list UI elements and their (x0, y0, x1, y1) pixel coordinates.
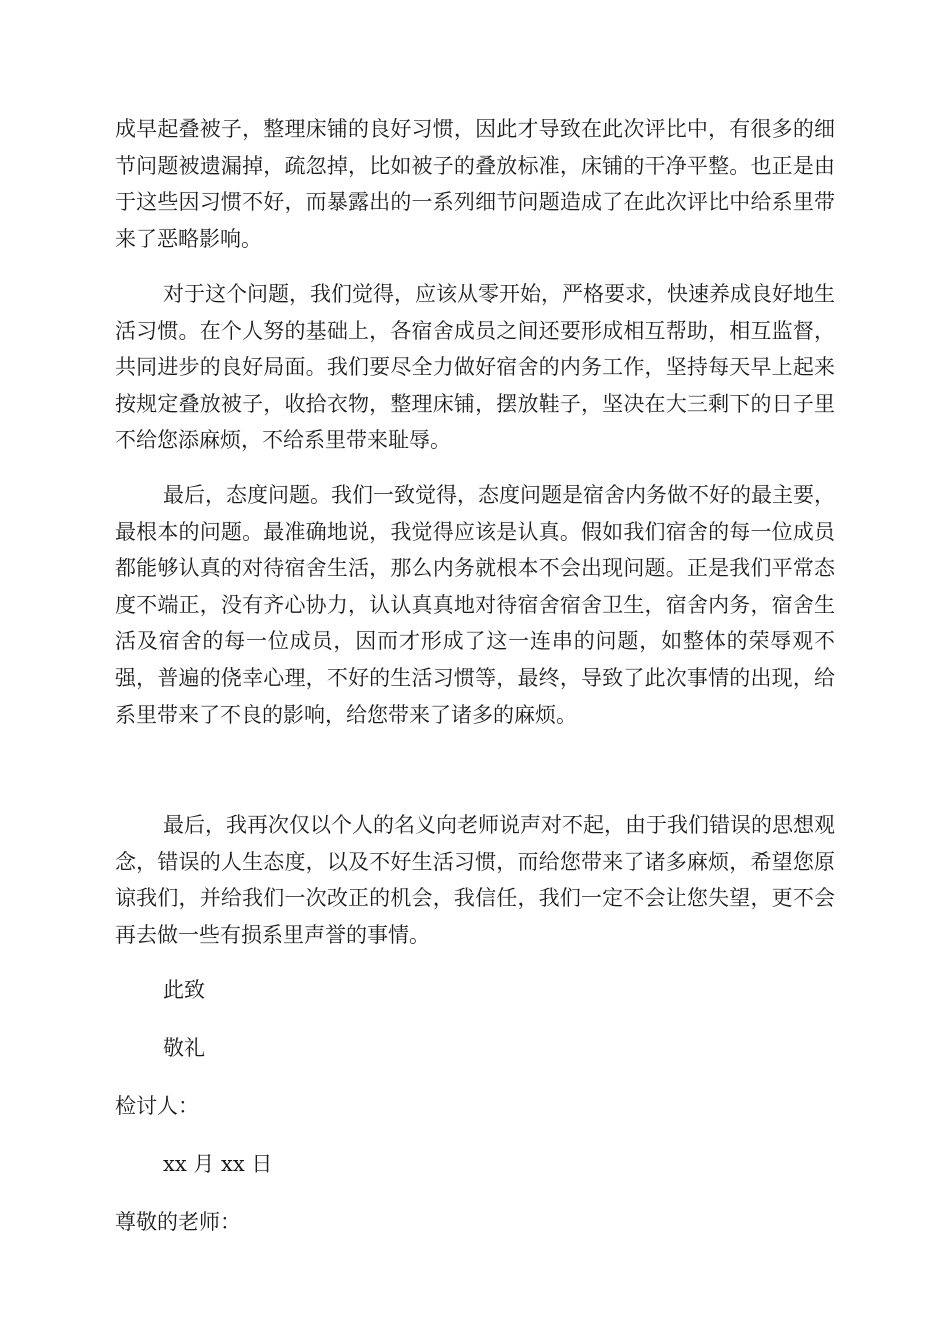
paragraph-attitude: 最后，态度问题。我们一致觉得，态度问题是宿舍内务做不好的最主要，最根本的问题。最准确地说，我觉得应该是认真。假如我们宿舍的每一位成员都能够认真的对待宿舍生活，那么内务就根本不会出现问题。正是我们平常态度不端正，没有齐心协力，认认真真地对待宿舍宿舍卫生，宿舍内务，宿舍生活及宿舍的每一位成员，因而才形成了这一连串的问题，如整体的荣辱观不强，普遍的侥幸心理，不好的生活习惯等，最终，导致了此次事情的出现，给系里带来了不良的影响，给您带来了诸多的麻烦。 (115, 483, 835, 727)
date-line: xx 月 xx 日 (163, 1152, 273, 1176)
signer-label: 检讨人： (115, 1094, 199, 1118)
paragraph-apology: 最后，我再次仅以个人的名义向老师说声对不起，由于我们错误的思想观念，错误的人生态度，以及不好生活习惯，而给您带来了诸多麻烦，希望您原谅我们，并给我们一次改正的机会，我信任，我们一定不会让您失望，更不会再去做一些有损系里声誉的事情。 (115, 813, 835, 947)
paragraph-solution: 对于这个问题，我们觉得，应该从零开始，严格要求，快速养成良好地生活习惯。在个人努的基础上，各宿舍成员之间还要形成相互帮助，相互监督，共同进步的良好局面。我们要尽全力做好宿舍的内务工作，坚持每天早上起来按规定叠放被子，收拾衣物，整理床铺，摆放鞋子，坚决在大三剩下的日子里不给您添麻烦，不给系里带来耻辱。 (115, 282, 835, 453)
paragraph-habits: 成早起叠被子，整理床铺的良好习惯，因此才导致在此次评比中，有很多的细节问题被遗漏掉，疏忽掉，比如被子的叠放标准，床铺的干净平整。也正是由于这些因习惯不好，而暴露出的一系列细节问题造成了在此次评比中给系里带来了恶略影响。 (115, 117, 835, 251)
closing-salutation: 此致 (163, 978, 205, 1002)
closing-regards: 敬礼 (163, 1036, 205, 1060)
next-letter-greeting: 尊敬的老师： (115, 1210, 241, 1234)
